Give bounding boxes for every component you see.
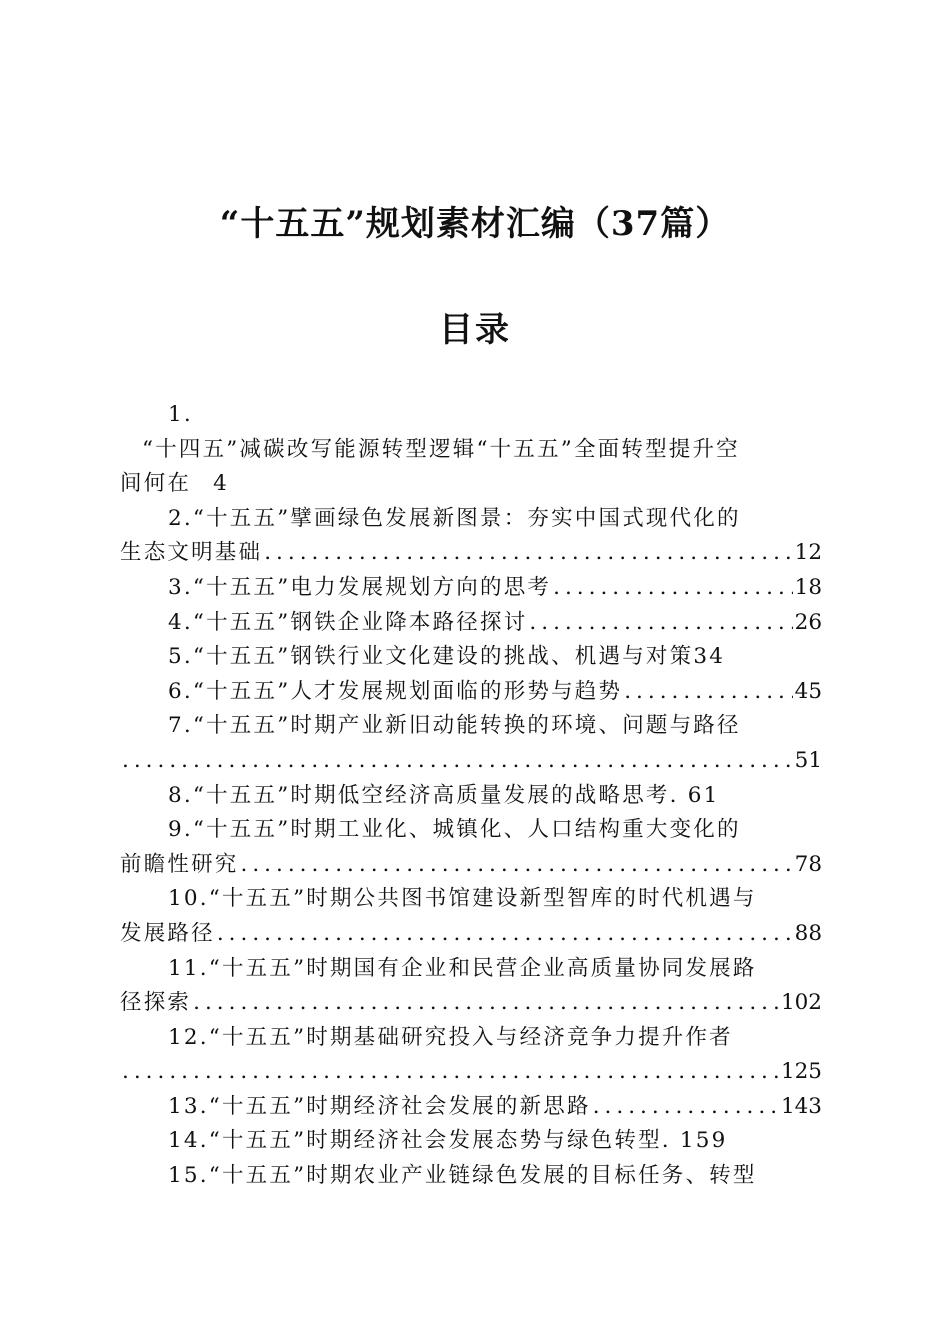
toc-entry-13[interactable]: 13.“十五五”时期经济社会发展的新思路 ..... 143: [120, 1090, 822, 1125]
toc-entry-15-title[interactable]: 15.“十五五”时期农业产业链绿色发展的目标任务、转型: [168, 1163, 757, 1189]
dot-leader: [593, 1090, 779, 1125]
toc-entry-13-page: 143: [780, 1093, 822, 1119]
toc-entry-9-continuation[interactable]: 前瞻性研究 ..... 78: [120, 848, 822, 883]
toc-entry-9-title[interactable]: 9.“十五五”时期工业化、城镇化、人口结构重大变化的: [168, 817, 741, 843]
dot-leader: [241, 848, 793, 883]
toc-entry-9-page: 78: [794, 851, 822, 877]
toc-entry-11-page: 102: [780, 990, 822, 1016]
table-of-contents: [120, 398, 822, 1194]
toc-entry-1-continuation[interactable]: 间何在 4: [120, 471, 229, 497]
toc-entry-5-page: 34: [693, 644, 726, 670]
toc-entry-7-continuation[interactable]: [120, 744, 822, 779]
toc-entry-2-title[interactable]: 2.“十五五”擘画绿色发展新图景：夯实中国式现代化的: [168, 505, 741, 531]
toc-entry-8-page: 61: [687, 782, 720, 808]
dot-leader: [624, 675, 792, 710]
toc-entry-10-title[interactable]: 10.“十五五”时期公共图书馆建设新型智库的时代机遇与: [168, 886, 757, 912]
toc-heading: 目录: [439, 310, 511, 350]
toc-entry-12-title[interactable]: 12.“十五五”时期基础研究投入与经济竞争力提升作者: [168, 1024, 733, 1050]
toc-entry-11-title[interactable]: 11.“十五五”时期国有企业和民营企业高质量协同发展路: [168, 955, 757, 981]
toc-entry-11-continuation[interactable]: 径探索 ..... 102: [120, 986, 822, 1021]
dot-leader: [193, 986, 779, 1021]
toc-entry-2-page: 12: [794, 540, 822, 566]
toc-entry-6-page: 45: [794, 678, 822, 704]
toc-entry-4[interactable]: 4.“十五五”钢铁企业降本路径探讨 ..... 26: [120, 606, 822, 641]
toc-entry-1-title[interactable]: “十四五”减碳改写能源转型逻辑“十五五”全面转型提升空: [142, 436, 740, 462]
toc-entry-14-page: 159: [679, 1128, 728, 1154]
dot-leader: [529, 606, 792, 641]
toc-entry-3-page: 18: [794, 574, 822, 600]
toc-entry-7-title[interactable]: 7.“十五五”时期产业新旧动能转换的环境、问题与路径: [168, 713, 741, 739]
toc-entry-6[interactable]: 6.“十五五”人才发展规划面临的形势与趋势 ..... 45: [120, 675, 822, 710]
toc-entry-14[interactable]: 14.“十五五”时期经济社会发展态势与绿色转型. 159: [168, 1128, 728, 1154]
toc-entry-10-continuation[interactable]: 发展路径 ..... 88: [120, 917, 822, 952]
toc-entry-2-continuation[interactable]: 生态文明基础 ..... 12: [120, 536, 822, 571]
dot-leader: [553, 571, 793, 606]
toc-entry-8[interactable]: 8.“十五五”时期低空经济高质量发展的战略思考. 61: [168, 782, 720, 808]
toc-entry-4-page: 26: [794, 609, 822, 635]
toc-entry-10-page: 88: [794, 920, 822, 946]
dot-leader: [122, 744, 793, 779]
document-title: “十五五”规划素材汇编（37篇）: [219, 204, 731, 244]
toc-entry-1-page: 4: [213, 471, 229, 497]
toc-entry-12-continuation[interactable]: [120, 1055, 822, 1090]
toc-entry-12-page: 125: [780, 1059, 822, 1085]
dot-leader: [122, 1055, 779, 1090]
toc-entry-3[interactable]: 3.“十五五”电力发展规划方向的思考 ..... 18: [120, 571, 822, 606]
toc-entry-1-number[interactable]: 1.: [168, 402, 193, 427]
dot-leader: [217, 917, 793, 952]
toc-entry-7-page: 51: [794, 747, 822, 773]
dot-leader: [264, 536, 792, 571]
toc-entry-5[interactable]: 5.“十五五”钢铁行业文化建设的挑战、机遇与对策34: [168, 644, 726, 670]
